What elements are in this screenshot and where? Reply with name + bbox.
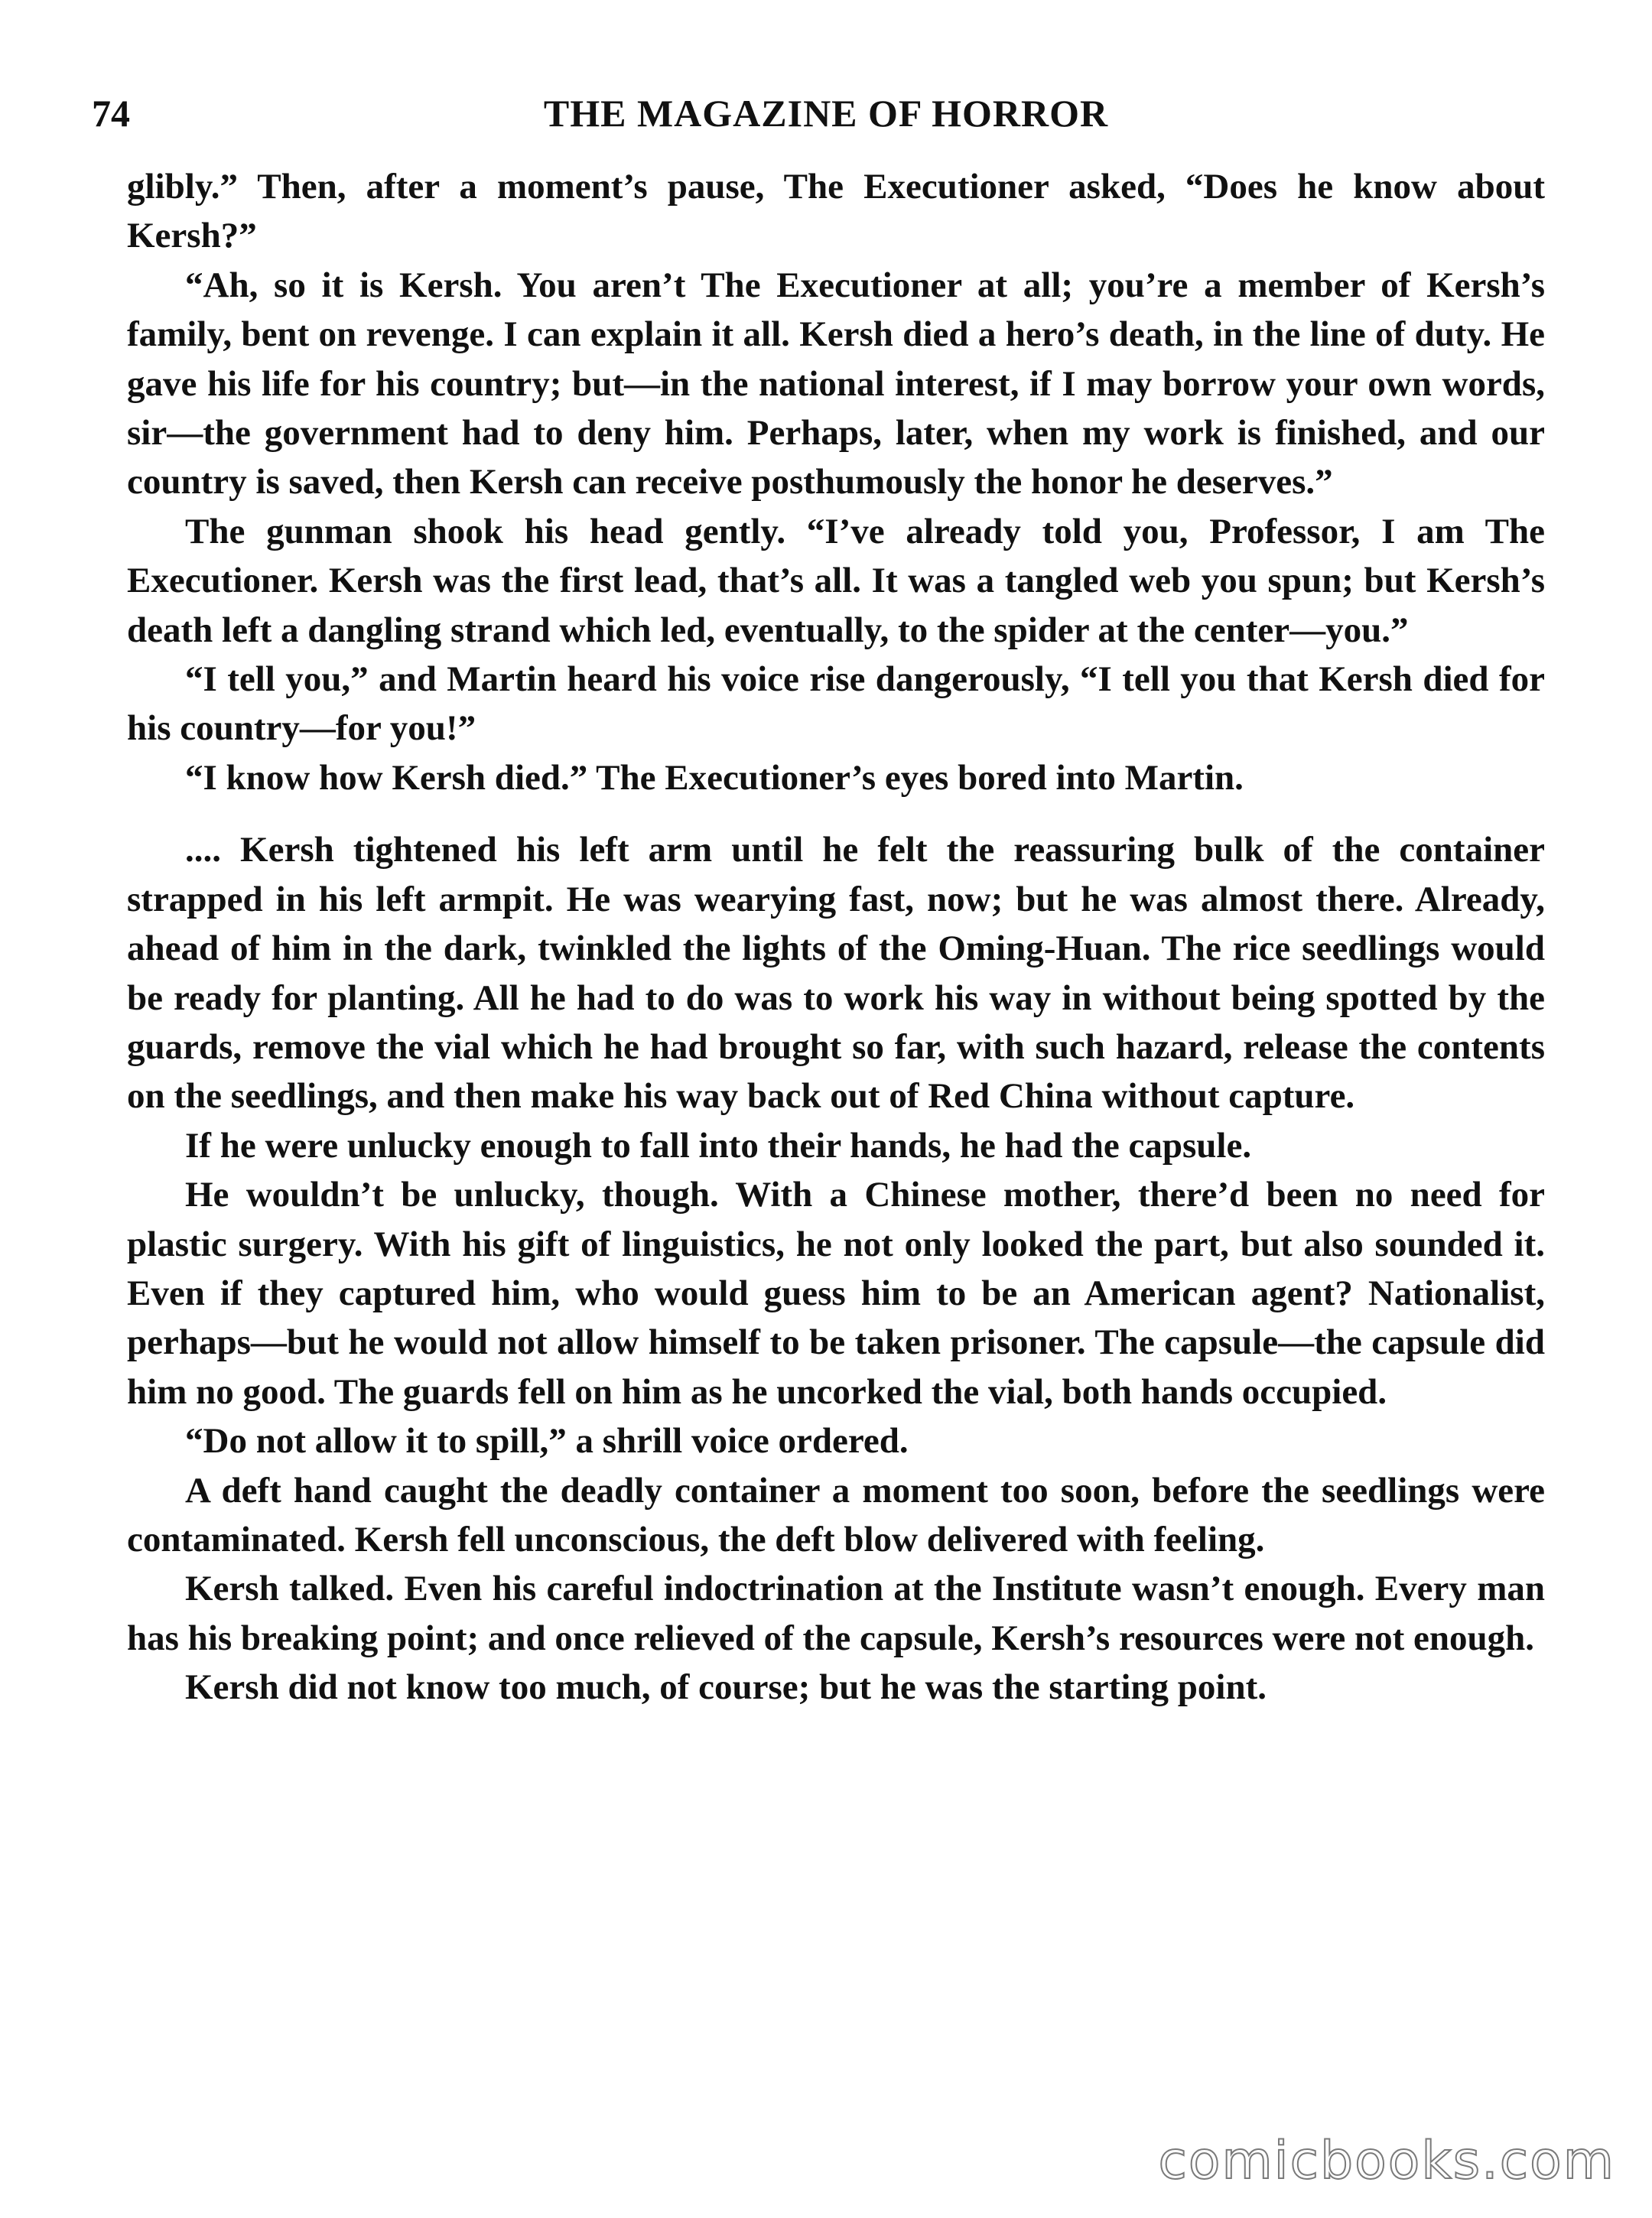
paragraph: “I know how Kersh died.” The Executioner’s eyes bored into Martin. xyxy=(185,757,1244,798)
paragraph: “I tell you,” and Martin heard his voice rise dangerously, “I tell you that Kersh died for his country—for you!” xyxy=(127,659,1545,749)
page-header xyxy=(92,90,1560,159)
paragraph: .... Kersh tightened his left arm until he felt the reassuring bulk of the container strapped in his left armpit. He was wearying fast, now; but he was almost there. Already, ahead of him in the dark, twinkled the lights of the Oming-Huan. The rice seedlings would be ready for planting. All he had to do was to work his way in without being spotted by the guards, remove the vial which he had brought so far, with such hazard, release the contents on the seedlings, and then make his way back out of Red China without capture. xyxy=(127,830,1545,1117)
paragraph: The gunman shook his head gently. “I’ve already told you, Professor, I am The Executioner. Kersh was the first lead, that’s all. It was a tangled web you spun; but Kersh’s death left a dangling strand which led, eventually, to the spider at the center—you.” xyxy=(127,511,1545,650)
paragraph: “Ah, so it is Kersh. You aren’t The Executioner at all; you’re a member of Kersh’s family, bent on revenge. I can explain it all. Kersh died a hero’s death, in the line of duty. He gave his life for his country; but—in the national interest, if I may borrow your own words, sir—the government had to deny him. Perhaps, later, when my work is finished, and our country is saved, then Kersh can receive posthumously the honor he deserves.” xyxy=(127,265,1545,502)
running-title: THE MAGAZINE OF HORROR xyxy=(543,92,1109,135)
paragraph: He wouldn’t be unlucky, though. With a Chinese mother, there’d been no need for plastic surgery. With his gift of linguistics, he not only looked the part, but also sounded it. Even if they captured him, who would guess him to be an American agent? Nationalist, perhaps—but he would not allow himself to be taken prisoner. The capsule—the capsule did him no good. The guards fell on him as he uncorked the vial, both hands occupied. xyxy=(127,1175,1545,1412)
paragraph: Kersh did not know too much, of course; but he was the starting point. xyxy=(185,1667,1267,1708)
paragraph: A deft hand caught the deadly container a moment too soon, before the seedlings were contaminated. Kersh fell unconscious, the deft blow delivered with feeling. xyxy=(127,1470,1545,1559)
paragraph: “Do not allow it to spill,” a shrill voice ordered. xyxy=(185,1421,909,1462)
paragraph: Kersh talked. Even his careful indoctrination at the Institute wasn’t enough. Every man has his breaking point; and once relieved of the capsule, Kersh’s resources were not enough. xyxy=(127,1569,1545,1658)
story-text xyxy=(127,162,1545,1712)
page-number: 74 xyxy=(92,92,130,135)
paragraph: If he were unlucky enough to fall into their hands, he had the capsule. xyxy=(185,1125,1252,1166)
watermark: comicbooks.com xyxy=(1158,2131,1615,2191)
paragraph: glibly.” Then, after a moment’s pause, The Executioner asked, “Does he know about Kersh?” xyxy=(127,167,1545,256)
